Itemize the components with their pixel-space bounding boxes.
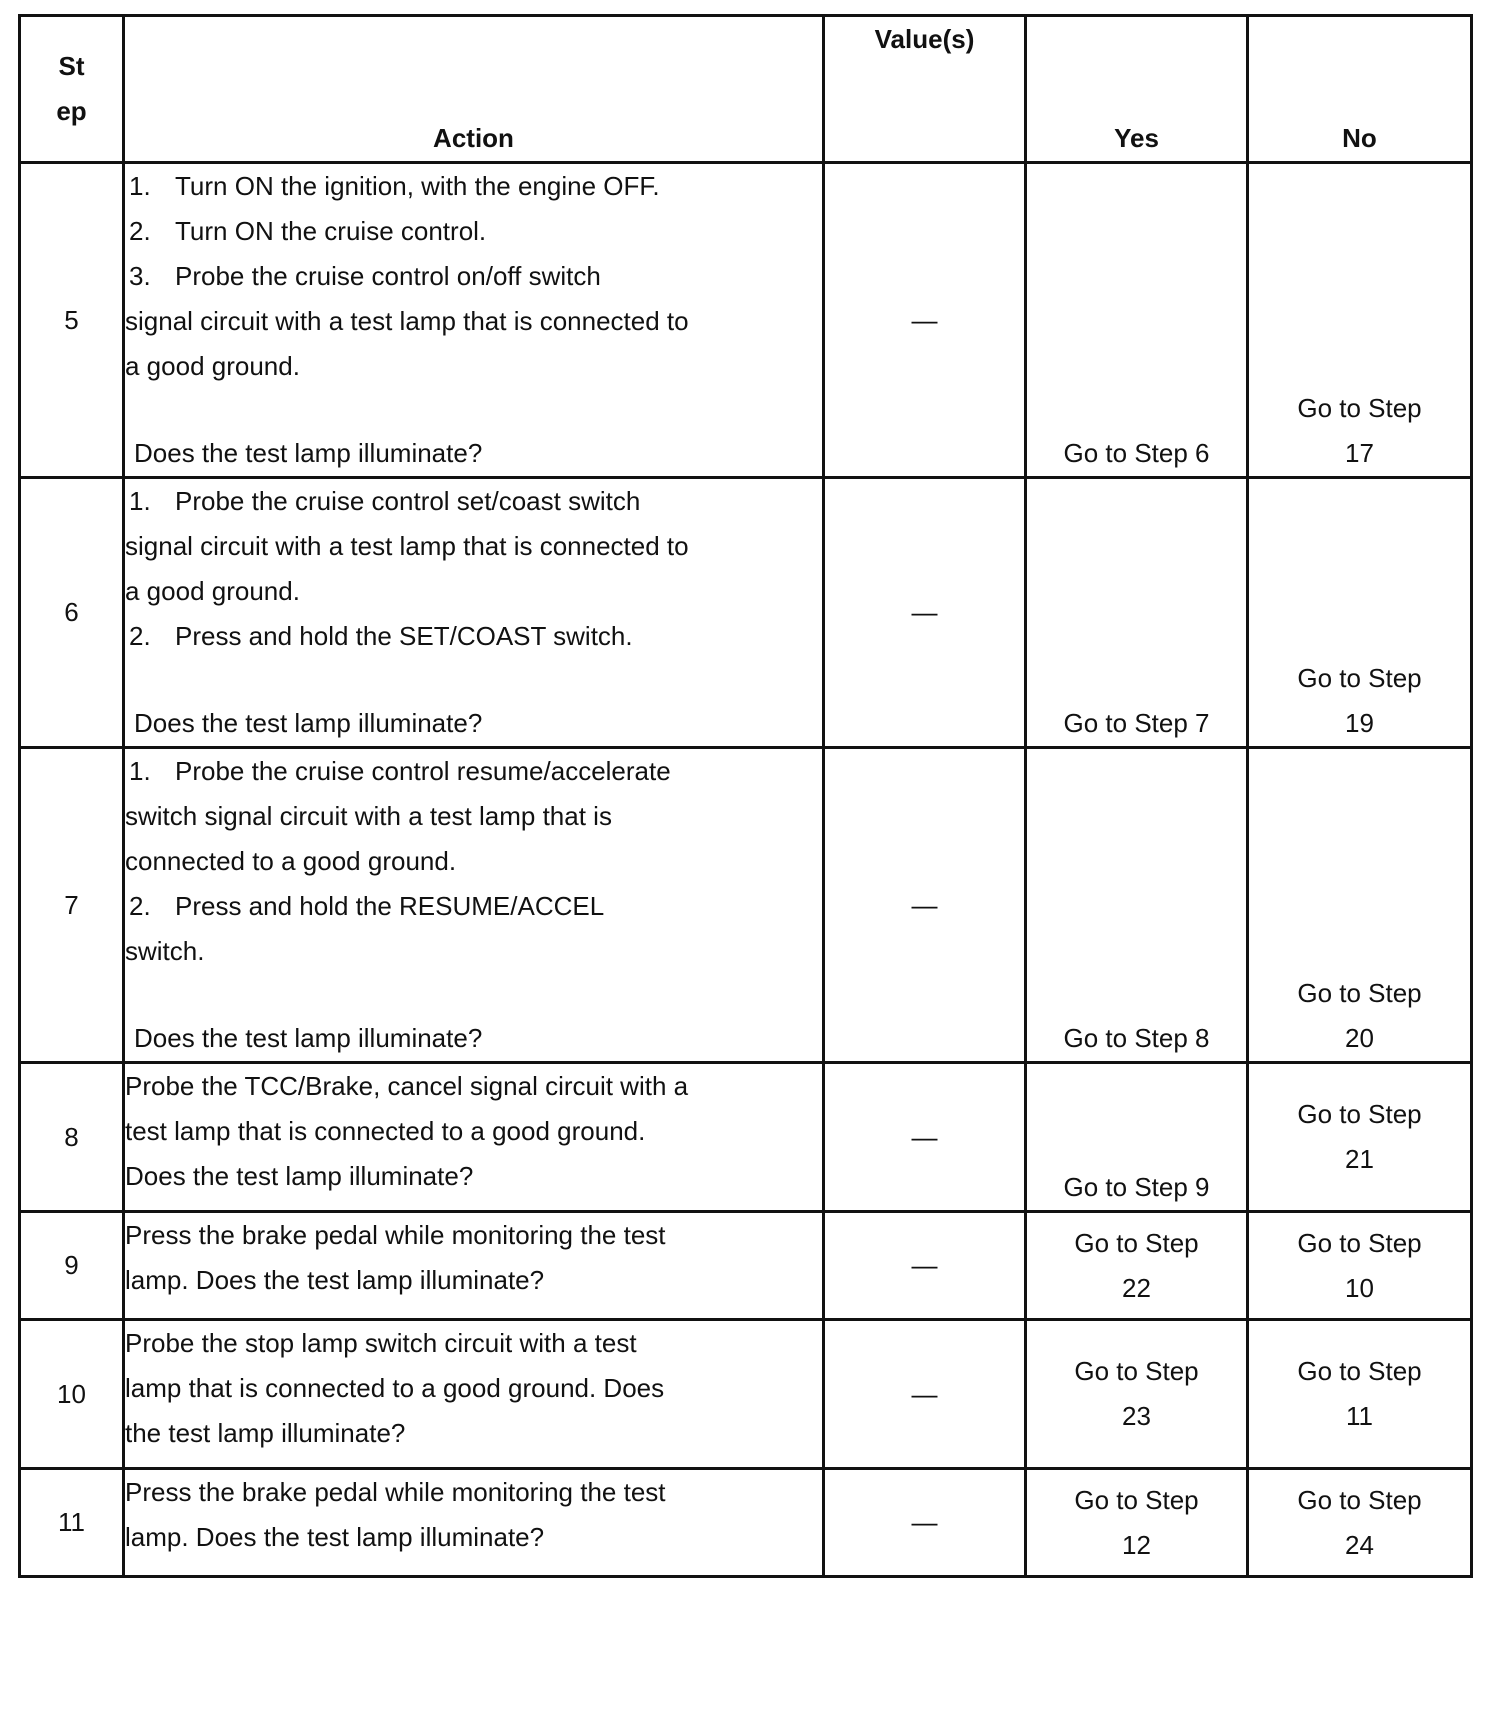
list-item: 1. Probe the cruise control resume/accelerate [129, 756, 671, 786]
no-cell: Go to Step 24 [1248, 1469, 1472, 1577]
value-cell: — [824, 1063, 1026, 1212]
list-item: 2. Turn ON the cruise control. [129, 216, 487, 246]
step-number: 7 [20, 748, 124, 1063]
no-cell: Go to Step 21 [1248, 1063, 1472, 1212]
no-cell: Go to Step 10 [1248, 1212, 1472, 1320]
list-item: 2. Press and hold the SET/COAST switch. [129, 621, 633, 651]
header-step: St ep [20, 16, 124, 163]
value-cell: — [824, 748, 1026, 1063]
no-cell: Go to Step 11 [1248, 1320, 1472, 1469]
table-row [20, 748, 1472, 1063]
action-cell: Press the brake pedal while monitoring the test lamp. Does the test lamp illuminate? [124, 1212, 824, 1320]
question-text: Does the test lamp illuminate? [134, 708, 483, 738]
action-cell: Press the brake pedal while monitoring the test lamp. Does the test lamp illuminate? [124, 1469, 824, 1577]
list-item: 2. Press and hold the RESUME/ACCEL [129, 891, 605, 921]
step-number: 6 [20, 478, 124, 748]
value-cell: — [824, 1320, 1026, 1469]
no-cell: Go to Step 20 [1248, 748, 1472, 1063]
list-item: 1. Probe the cruise control set/coast switch [129, 486, 641, 516]
no-cell: Go to Step 17 [1248, 163, 1472, 478]
table-row [20, 1469, 1472, 1577]
question-text: Does the test lamp illuminate? [134, 438, 483, 468]
action-cell: Probe the stop lamp switch circuit with a test lamp that is connected to a good ground. Does the test lamp illuminate? [124, 1320, 824, 1469]
header-row [20, 16, 1472, 163]
list-item: 3. Probe the cruise control on/off switch [129, 261, 601, 291]
table-row [20, 1063, 1472, 1212]
header-no: No [1248, 16, 1472, 163]
value-cell: — [824, 478, 1026, 748]
value-cell: — [824, 1469, 1026, 1577]
yes-cell: Go to Step 23 [1026, 1320, 1248, 1469]
header-yes: Yes [1026, 16, 1248, 163]
value-cell: — [824, 163, 1026, 478]
table-row [20, 1212, 1472, 1320]
header-values: Value(s) [824, 16, 1026, 163]
action-cell: 1. Probe the cruise control resume/accelerate switch signal circuit with a test lamp that is connected to a good ground. 2. Press and hold the RESUME/ACCEL switch. Does the test lamp illuminate? [124, 748, 824, 1063]
value-cell: — [824, 1212, 1026, 1320]
yes-cell: Go to Step 8 [1026, 748, 1248, 1063]
yes-cell: Go to Step 22 [1026, 1212, 1248, 1320]
diagnostic-table [18, 14, 1473, 1578]
table-row [20, 1320, 1472, 1469]
list-item: 1. Turn ON the ignition, with the engine OFF. [129, 171, 660, 201]
action-cell: 1. Turn ON the ignition, with the engine OFF. 2. Turn ON the cruise control. 3. Probe the cruise control on/off switch signal circuit with a test lamp that is connected to a good ground. Does the test lamp illuminate? [124, 163, 824, 478]
step-number: 10 [20, 1320, 124, 1469]
no-cell: Go to Step 19 [1248, 478, 1472, 748]
step-number: 11 [20, 1469, 124, 1577]
table-row [20, 478, 1472, 748]
question-text: Does the test lamp illuminate? [134, 1023, 483, 1053]
step-number: 9 [20, 1212, 124, 1320]
yes-cell: Go to Step 9 [1026, 1063, 1248, 1212]
step-number: 5 [20, 163, 124, 478]
step-number: 8 [20, 1063, 124, 1212]
yes-cell: Go to Step 6 [1026, 163, 1248, 478]
yes-cell: Go to Step 12 [1026, 1469, 1248, 1577]
table-row [20, 163, 1472, 478]
action-cell: 1. Probe the cruise control set/coast switch signal circuit with a test lamp that is connected to a good ground. 2. Press and hold the SET/COAST switch. Does the test lamp illuminate? [124, 478, 824, 748]
action-cell: Probe the TCC/Brake, cancel signal circuit with a test lamp that is connected to a good ground. Does the test lamp illuminate? [124, 1063, 824, 1212]
header-action: Action [124, 16, 824, 163]
yes-cell: Go to Step 7 [1026, 478, 1248, 748]
